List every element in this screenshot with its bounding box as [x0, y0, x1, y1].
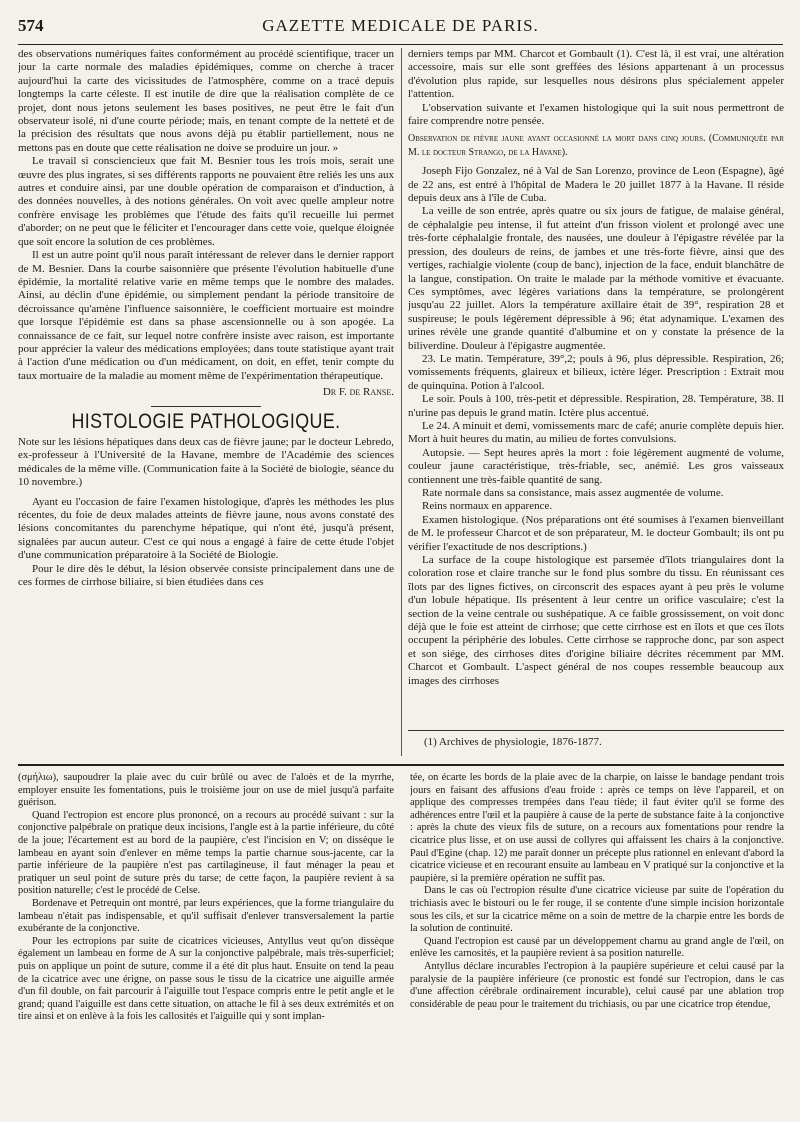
paragraph: Examen histologique. (Nos préparations ont été soumises à l'examen bienveillant de M. le professeur Charcot et de son préparateur, M. le docteur Gombault; ils ont pu vérifier l'exactitude de nos descriptions.) — [408, 513, 784, 553]
paragraph: Le soir. Pouls à 100, très-petit et dépressible. Respiration, 28. Température, 38. Il n'urine pas depuis le grand matin. Ictère plus accentué. — [408, 393, 784, 419]
section-separator — [18, 764, 784, 766]
paragraph: Pour les ectropions par suite de cicatrices vicieuses, Antyllus veut qu'on dissèque également un lambeau en forme de A sur la conjonctive palpébrale, mais très-superficiel; puis on applique un point de suture, comme il a été dit plus haut. Ensuite on tend la peau de la cicatrice avec une érigne, on passe sous le tissu de la cicatrice une aiguille armée d'un fil double, on fait parcourir à l'aiguille tout l'espace compris entre le petit angle et le grand; quand l'aiguille est dans cette situation, on attache le fil à ses deux extrémités et on tire ainsi et on enlève à la fois les callosités et l'aiguille qui y sont implan- — [18, 935, 394, 1023]
paragraph: des observations numériques faites conformément au procédé scientifique, tracer un jour la carte normale des maladies épidémiques, comme on cherche à tracer aujourd'hui la carte des vicissitudes de l'atmosphère, comme on a tracé depuis longtemps la carte céleste. Il est inutile de dire que la réalisation complète de ce projet, dont nous jetons seulement les bases positives, ne peut être le fait d'un observateur isolé, ni d'une courte période; mais, en tenant compte de la netteté et de la précision des résultats que nous avons déjà pu établir partiellement, nous ne mettons pas en doute que cette réalisation ne doive se produire un jour. » — [18, 48, 394, 154]
observation-title: Observation de fièvre jaune ayant occasionné la mort dans cinq jours. (Communiquée par M. le docteur Strango, de la Havane). — [408, 133, 784, 158]
paragraph: Le 24. A minuit et demi, vomissements marc de café; anurie complète depuis hier. Mort à huit heures du matin, au milieu de fortes convulsions. — [408, 419, 784, 446]
paragraph: derniers temps par MM. Charcot et Gombault (1). C'est là, il est vrai, une altération accessoire, mais sur elle sont greffées des lésions appartenant à un processus d'évolution plus rapide, sur lesquelles nous désirons plus spécialement appeler l'attention. — [408, 48, 784, 101]
lower-right-column — [410, 772, 784, 1117]
paragraph: L'observation suivante et l'examen histologique qui la suit nous permettront de faire comprendre notre pensée. — [408, 101, 784, 128]
paragraph: La surface de la coupe histologique est parsemée d'îlots triangulaires dont la coloration rose et claire tranche sur le fond plus sombre du tissu. En réunissant ces îlots par des lignes fictives, on circonscrit des espaces ayant à peu près le volume d'un lobule hépatique. Ils présentent à leur centre un orifice vasculaire; c'est la section de la veine centrale ou sushépatique. A ce faible grossissement, on voit donc déjà que le foie est atteint de cirrhose; que cette cirrhose est en îlots et que ces îlots occupent la périphérie des lobules. Cette cirrhose se rapproche donc, par son aspect et son siége, des cirrhoses dites d'origine biliaire décrites récemment par MM. Charcot et Gombault. L'aspect général de nos coupes ressemble beaucoup aux images des cirrhoses — [408, 554, 784, 687]
paragraph: Ayant eu l'occasion de faire l'examen histologique, d'après les méthodes les plus récentes, du foie de deux malades atteints de fièvre jaune, nous avons constaté des lésions concomitantes du parenchyme hépatique, qui n'ont été, jusqu'à présent, signalées par aucun auteur. C'est ce qui nous a engagé à faire de cette étude l'objet d'une communication préparatoire à la Société de Biologie. — [18, 495, 394, 562]
footnote: (1) Archives de physiologie, 1876-1877. — [424, 736, 602, 748]
footnote-divider — [408, 730, 784, 731]
paragraph: Pour le dire dès le début, la lésion observée consiste principalement dans une de ces formes de cirrhose biliaire, si bien étudiées dans ces — [18, 562, 394, 589]
paragraph: Quand l'ectropion est causé par un développement charnu au grand angle de l'œil, on enlève les carnosités, et la paupière revient à sa position naturelle. — [410, 935, 784, 960]
paragraph: Quand l'ectropion est encore plus prononcé, on a recours au procédé suivant : sur la conjonctive palpébrale on pratique deux incisions, l'angle est à la partie inférieure, du côté de la joue; l'écartement est au bord de la paupière, c'est l'incision en V; on dissèque le lambeau en ayant soin d'enlever en même temps la partie charnue sous-jacente, car la partie inférieure de la paupière n'est pas cartilagineuse, il faut ménager la peau et pratiquer un seul point de suture près du tarse; de cette façon, la paupière revient à sa position naturelle; c'est le procédé de Celse. — [18, 809, 394, 897]
paragraph: Dans le cas où l'ectropion résulte d'une cicatrice vicieuse par suite de l'opération du trichiasis avec le bistouri ou le fer rouge, il se contente d'une simple incision horizontale sous les cils, et sur la cicatrice même on a soin de mettre de la charpie entre les bords de la solution de continuité. — [410, 885, 784, 935]
paragraph: Joseph Fijo Gonzalez, né à Val de San Lorenzo, province de Leon (Espagne), âgé de 22 ans, est entré à l'hôpital de Madera le 20 juillet 1877 à la Havane. Il réside depuis deux ans à l'île de Cuba. — [408, 165, 784, 205]
paragraph: Autopsie. — Sept heures après la mort : foie légèrement augmenté de volume, couleur jaune caractéristique, très-friable, sec, anémié. Les gros vaisseaux contiennent une très-faible quantité de sang. — [408, 446, 784, 486]
paragraph: tée, on écarte les bords de la plaie avec de la charpie, on laisse le bandage pendant trois jours en faisant des affusions d'eau froide : après ce temps on lève l'appareil, et on applique des compresses trempées dans l'eau tiède; il faut éviter qu'il se forme des adhérences entre l'œil et la paupière à cause de la perte de substance faite à la conjonctive : après la chute des vieux fils de suture, on a recours aux fomentations pour rendre la cicatrice plus lisse, et on use aussi de collyres qui affaissent les chairs à la conjonctive. Paul d'Egine (chap. 12) me paraît donner un précepte plus rationnel en enlevant d'abord la cicatrice vicieuse et en recourant ensuite au lambeau en V pratiqué sur la conjonctive et la paupière, si la première opération ne suffit pas. — [410, 772, 784, 884]
paragraph: Reins normaux en apparence. — [422, 500, 553, 513]
paragraph: (σμήλιω), saupoudrer la plaie avec du cuir brûlé ou avec de l'aloès et de la myrrhe, employer ensuite les fomentations, puis le troisième jour on use de miel jusqu'à parfaite guérison. — [18, 772, 394, 809]
article-note: Note sur les lésions hépatiques dans deux cas de fièvre jaune; par le docteur Lebredo, ex-professeur à l'Université de la Havane, membre de l'Académie des sciences médicales de la même ville. (Communication faite à la Société de biologie, séance du 10 novembre.) — [18, 435, 394, 489]
lower-left-column — [18, 772, 394, 1117]
paragraph: Le travail si consciencieux que fait M. Besnier tous les trois mois, serait une œuvre des plus ingrates, si ses différents rapports ne pouvaient être reliés les uns aux autres et conduire ainsi, par une double opération de comparaison et d'induction, à des données nouvelles, à des notions générales. On voit avec quelle ampleur notre confrère envisage les problèmes que l'étude des faits qu'il recueille lui permet d'aborder; on ne peut que le féliciter et l'encourager dans cette voie, quelque éloignée que soit encore la solution de ces problèmes. — [18, 155, 394, 248]
column-divider — [401, 48, 402, 756]
divider — [151, 406, 261, 407]
upper-left-column — [18, 48, 394, 756]
paragraph: La veille de son entrée, après quatre ou six jours de fatigue, de malaise général, de céphalalgie peu intense, il fut atteint d'un frisson violent et prolongé avec une très-forte céphalalgie frontale, des nausées, une douleur à l'épigastre révélée par la pression, des douleurs de reins, de jambes et une très-forte fièvre, ainsi que des vertiges, rachialgie violente (coup de banc), injection de la face, enduit blanchâtre de la langue, constipation. On traite le malade par la méthode vomitive et évacuante. Ces symptômes, avec légères variations dans la température, se prolongèrent jusqu'au 22 juillet. Alors la température axillaire était de 39°, respiration 28 et suspireuse; le pouls légèrement dépressible à 96; état adynamique. L'examen des urines révèle une grande quantité d'albumine et on y constate la présence de la biliverdine. Douleur à l'épigastre augmentée. — [408, 205, 784, 352]
author-signature: Dr F. de Ranse. — [322, 386, 394, 399]
section-heading: HISTOLOGIE PATHOLOGIQUE. — [71, 409, 341, 433]
paragraph: Antyllus déclare incurables l'ectropion à la paupière supérieure et celui causé par la paralysie de la paupière inférieure (ce pronostic est fondé sur l'ectropion, dans le cas d'une affection cérébrale ordinairement incurable), celui causé par une ablation trop considérable de peau pour le traitement du trichiasis, ou par une cicatrice trop étendue, — [410, 960, 784, 1010]
paragraph: Il est un autre point qu'il nous paraît intéressant de relever dans le dernier rapport de M. Besnier. Dans la courbe saisonnière que présente l'évolution habituelle d'une épidémie, la mortalité relative varie en même temps que le nombre des malades. Ainsi, au déclin d'une épidémie, ou simplement pendant la période transitoire de décroissance qu'amène l'influence saisonnière, le coefficient mortuaire est moindre que lorsque l'épidémie est dans sa phase ascensionnelle ou à son apogée. La connaissance de ce fait, sur lequel notre confrère insiste avec raison, est importante pour apprécier la valeur des médications employées; dans toute statistique ayant trait à l'action d'une médication ou d'un médicament, on doit, en effet, tenir compte du taux mortuaire de la maladie au moment même de l'expérimentation thérapeutique. — [18, 249, 394, 382]
page-number: 574 — [18, 16, 44, 35]
upper-right-column — [408, 48, 784, 728]
page-header — [18, 10, 783, 45]
paragraph: Rate normale dans sa consistance, mais assez augmentée de volume. — [422, 487, 724, 499]
journal-title: GAZETTE MEDICALE DE PARIS. — [262, 16, 539, 35]
paragraph: Bordenave et Petrequin ont montré, par leurs expériences, que la forme triangulaire du lambeau n'était pas indispensable, et qu'il suffisait d'enlever transversalement la partie exubérante de la conjonctive. — [18, 897, 394, 935]
paragraph: 23. Le matin. Température, 39°,2; pouls à 96, plus dépressible. Respiration, 26; vomissements fréquents, glaireux et bilieux, ictère léger. Prescription : Extrait mou de quinquina. Potion à l'alcool. — [408, 352, 784, 392]
